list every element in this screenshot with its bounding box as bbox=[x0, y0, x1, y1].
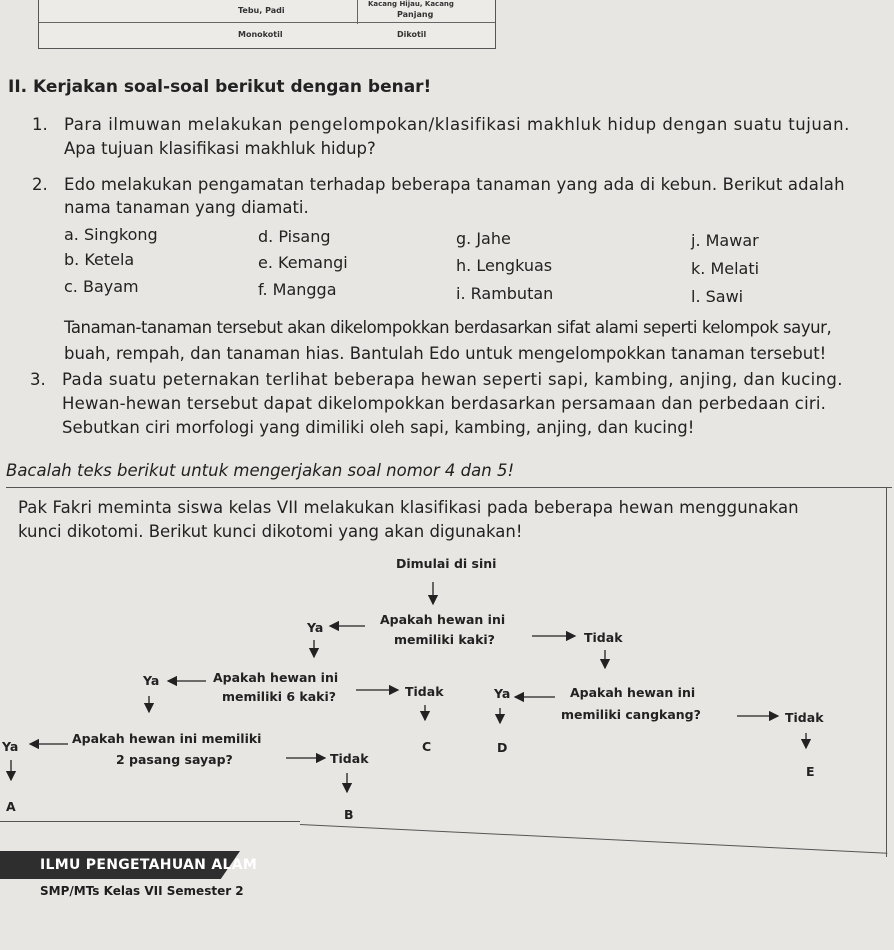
question-number: 3. bbox=[30, 370, 46, 389]
table-cell: Dikotil bbox=[397, 30, 427, 39]
question-text: nama tanaman yang diamati. bbox=[64, 198, 309, 217]
plant-item: k. Melati bbox=[691, 259, 760, 278]
plant-item: d. Pisang bbox=[258, 227, 331, 246]
question-text: buah, rempah, dan tanaman hias. Bantulah Edo untuk mengelompokkan tanaman tersebut! bbox=[64, 344, 827, 363]
key-question: memiliki kaki? bbox=[394, 632, 495, 647]
box-top-border bbox=[6, 487, 892, 488]
question-text: Tanaman-tanaman tersebut akan dikelompokkan berdasarkan sifat alami seperti kelompok sayur, bbox=[64, 318, 832, 337]
key-start: Dimulai di sini bbox=[396, 556, 497, 571]
plant-item: h. Lengkuas bbox=[456, 256, 553, 275]
question-text: Apa tujuan klasifikasi makhluk hidup? bbox=[64, 139, 376, 158]
footer-subject: ILMU PENGETAHUAN ALAM bbox=[40, 857, 258, 873]
key-question: 2 pasang sayap? bbox=[116, 752, 233, 767]
table-cell: Panjang bbox=[397, 10, 434, 19]
question-text: Pada suatu peternakan terlihat beberapa hewan seperti sapi, kambing, anjing, dan kucing. bbox=[62, 370, 843, 389]
key-result-b: B bbox=[344, 807, 354, 822]
passage-text: kunci dikotomi. Berikut kunci dikotomi yang akan digunakan! bbox=[18, 522, 523, 541]
question-text: Hewan-hewan tersebut dapat dikelompokkan berdasarkan persamaan dan perbedaan ciri. bbox=[62, 394, 827, 413]
plant-item: j. Mawar bbox=[691, 231, 759, 250]
key-result-d: D bbox=[497, 740, 508, 755]
box-bottom-border bbox=[300, 824, 887, 854]
key-question: Apakah hewan ini bbox=[213, 670, 339, 685]
plant-item: l. Sawi bbox=[691, 287, 744, 306]
question-number: 1. bbox=[32, 115, 48, 134]
key-result-e: E bbox=[806, 764, 815, 779]
key-no-label: Tidak bbox=[405, 684, 444, 699]
footer-grade: SMP/MTs Kelas VII Semester 2 bbox=[40, 884, 244, 898]
plant-item: g. Jahe bbox=[456, 229, 511, 248]
key-question: memiliki cangkang? bbox=[561, 707, 701, 722]
plant-item: e. Kemangi bbox=[258, 253, 348, 272]
key-yes-label: Ya bbox=[307, 620, 324, 635]
key-no-label: Tidak bbox=[785, 710, 824, 725]
question-text: Edo melakukan pengamatan terhadap beberapa tanaman yang ada di kebun. Berikut adalah bbox=[64, 175, 845, 194]
key-question: Apakah hewan ini memiliki bbox=[72, 731, 262, 746]
plant-item: c. Bayam bbox=[64, 277, 139, 296]
box-right-border bbox=[886, 487, 887, 857]
question-text: Para ilmuwan melakukan pengelompokan/klasifikasi makhluk hidup dengan suatu tujuan. bbox=[64, 115, 850, 134]
key-question: Apakah hewan ini bbox=[380, 612, 506, 627]
key-question: Apakah hewan ini bbox=[570, 685, 696, 700]
key-no-label: Tidak bbox=[584, 630, 623, 645]
instruction-text: Bacalah teks berikut untuk mengerjakan soal nomor 4 dan 5! bbox=[6, 461, 515, 480]
table-cell: Tebu, Padi bbox=[238, 6, 285, 15]
key-result-a: A bbox=[6, 799, 16, 814]
table-column-divider bbox=[357, 0, 358, 24]
passage-text: Pak Fakri meminta siswa kelas VII melakukan klasifikasi pada beberapa hewan menggunakan bbox=[18, 498, 799, 517]
key-result-c: C bbox=[422, 739, 432, 754]
key-yes-label: Ya bbox=[143, 673, 160, 688]
key-no-label: Tidak bbox=[330, 751, 369, 766]
table-cell: Kacang Hijau, Kacang bbox=[368, 0, 454, 8]
plant-item: i. Rambutan bbox=[456, 284, 554, 303]
plant-item: f. Mangga bbox=[258, 280, 337, 299]
key-question: memiliki 6 kaki? bbox=[222, 689, 336, 704]
plant-item: b. Ketela bbox=[64, 250, 135, 269]
table-divider bbox=[39, 22, 495, 23]
key-yes-label: Ya bbox=[2, 739, 19, 754]
key-yes-label: Ya bbox=[494, 686, 511, 701]
question-number: 2. bbox=[32, 175, 48, 194]
section-title: II. Kerjakan soal-soal berikut dengan benar! bbox=[8, 77, 432, 97]
table-cell: Monokotil bbox=[238, 30, 283, 39]
plant-item: a. Singkong bbox=[64, 225, 158, 244]
question-text: Sebutkan ciri morfologi yang dimiliki oleh sapi, kambing, anjing, dan kucing! bbox=[62, 418, 695, 437]
box-bottom-border bbox=[0, 821, 300, 822]
